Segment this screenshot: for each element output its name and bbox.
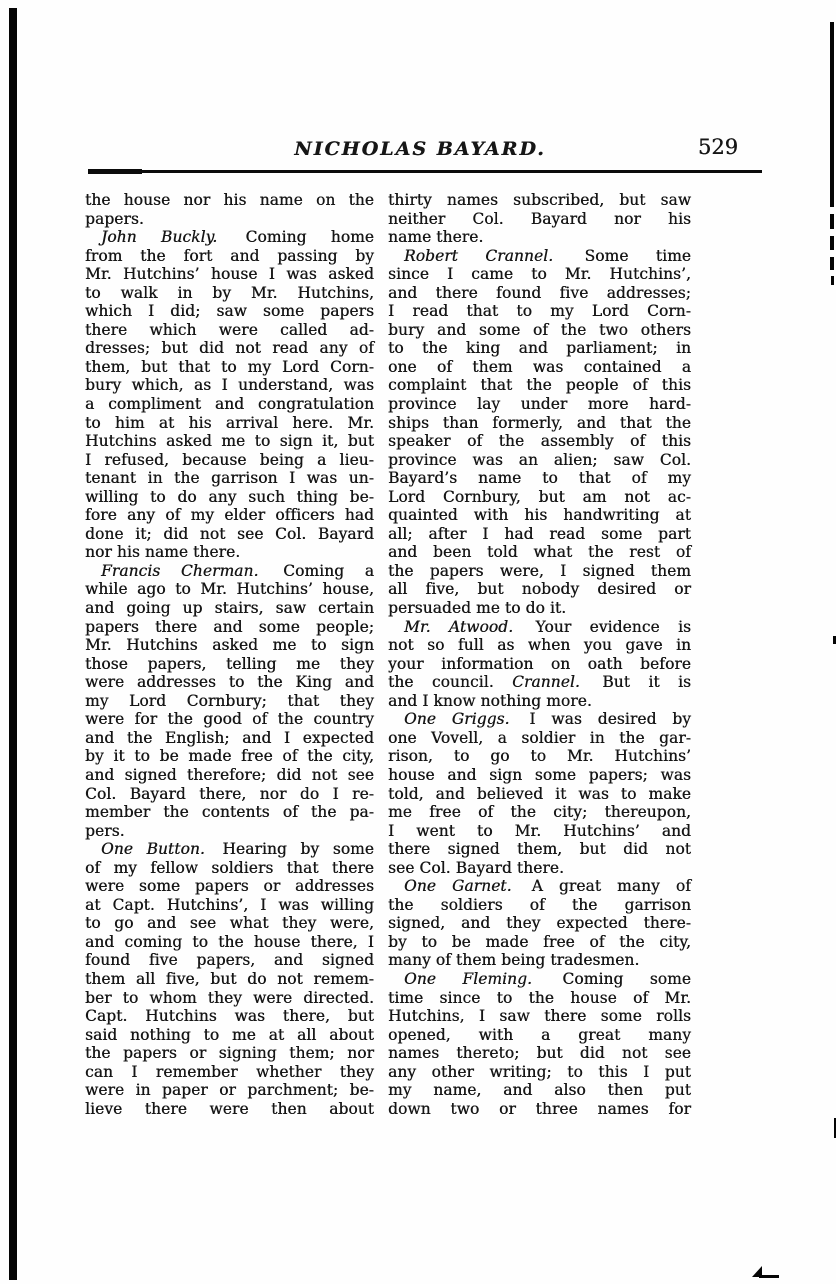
text-line [85, 914, 374, 933]
text-line [388, 859, 691, 878]
text-run: were addresses to the King and [85, 673, 374, 692]
text-run: those papers, telling me they [85, 654, 374, 673]
text-line [388, 339, 691, 358]
text-line [388, 302, 691, 321]
text-run: to him at his arrival here. Mr. [85, 413, 374, 432]
text-run: nor his name there. [85, 543, 241, 562]
text-line [85, 1100, 374, 1119]
text-line [388, 970, 691, 989]
text-run: found five papers, and signed [85, 951, 374, 970]
text-run: the council. [388, 673, 513, 692]
text-line [85, 785, 374, 804]
speaker-name: One Griggs. [404, 710, 510, 729]
text-run: many of them being tradesmen. [388, 951, 640, 970]
text-line [85, 970, 374, 989]
text-run: persuaded me to do it. [388, 599, 567, 618]
text-run: were some papers or addresses [85, 877, 374, 896]
text-line [85, 877, 374, 896]
text-run: and signed therefore; did not see [85, 765, 374, 784]
text-line [85, 506, 374, 525]
scan-artifact-right-edge-line [830, 22, 834, 207]
text-line [85, 1026, 374, 1045]
text-run: quainted with his handwriting at [388, 506, 691, 525]
text-run: by to be made free of the city, [388, 932, 691, 951]
text-line [85, 358, 374, 377]
text-run: name there. [388, 228, 484, 247]
text-run: not so full as when you gave in [388, 636, 691, 655]
text-run: speaker of the assembly of this [388, 432, 691, 451]
text-line [85, 488, 374, 507]
text-line [388, 543, 691, 562]
text-line [85, 247, 374, 266]
text-run: all; after I had read some part [388, 524, 691, 543]
text-run: there signed them, but did not [388, 840, 691, 859]
running-head-title: NICHOLAS BAYARD. [294, 138, 546, 160]
page-number: 529 [697, 135, 738, 159]
text-run: Hutchins, I saw there some rolls [388, 1007, 691, 1026]
text-line [388, 747, 691, 766]
text-line [388, 525, 691, 544]
text-line [85, 710, 374, 729]
text-run: I refused, because being a lieu- [85, 450, 374, 469]
text-run: Hearing by some [208, 840, 374, 859]
header-rule-heavy-segment [88, 169, 142, 174]
text-run: the house nor his name on the [85, 191, 374, 209]
text-line [85, 896, 374, 915]
speaker-name: Robert Crannel. [404, 246, 554, 265]
text-line [388, 877, 691, 896]
text-run: at Capt. Hutchins’, I was willing [85, 895, 374, 914]
text-run: But it is [583, 673, 691, 692]
text-column-left [85, 191, 374, 1118]
text-line [85, 1081, 374, 1100]
text-line [85, 469, 374, 488]
text-run: and the English; and I expected [85, 728, 374, 747]
text-run: thirty names subscribed, but saw [388, 191, 691, 209]
text-run: Coming a [262, 561, 374, 580]
text-run: see Col. Bayard there. [388, 858, 564, 877]
text-line [388, 488, 691, 507]
text-line [85, 729, 374, 748]
speaker-name: John Buckly. [101, 228, 218, 247]
text-run: Mr. Hutchins’ house I was asked [85, 265, 374, 284]
text-run: lieve there were then about [85, 1099, 374, 1118]
text-line [85, 655, 374, 674]
text-run: neither Col. Bayard nor his [388, 209, 691, 228]
scan-artifact-right-dash [830, 236, 834, 250]
text-run: Col. Bayard there, nor do I re- [85, 784, 374, 803]
text-line [388, 210, 691, 229]
text-line [388, 469, 691, 488]
text-run: Coming some [536, 969, 691, 988]
text-line [388, 914, 691, 933]
text-line [388, 822, 691, 841]
text-run: my Lord Cornbury; that they [85, 691, 374, 710]
text-line [85, 822, 374, 841]
text-line [388, 803, 691, 822]
text-line [85, 562, 374, 581]
scan-artifact-right-dash [830, 214, 834, 229]
text-line [85, 395, 374, 414]
text-run: Mr. Hutchins asked me to sign [85, 636, 374, 655]
text-line [388, 673, 691, 692]
text-run: by it to be made free of the city, [85, 747, 374, 766]
speaker-name: One Fleming. [404, 969, 533, 988]
text-run: the papers were, I signed them [388, 561, 691, 580]
header-rule [88, 170, 762, 173]
text-line [388, 618, 691, 637]
text-line [85, 525, 374, 544]
text-run: ships than formerly, and that the [388, 413, 691, 432]
text-run: of my fellow soldiers that there [85, 858, 374, 877]
text-run: papers there and some people; [85, 617, 374, 636]
text-run: province was an alien; saw Col. [388, 450, 691, 469]
text-line [85, 1063, 374, 1082]
text-line [388, 1044, 691, 1063]
text-line [85, 414, 374, 433]
text-run: and coming to the house there, I [85, 932, 374, 951]
text-line [388, 1100, 691, 1119]
text-run: to go and see what they were, [85, 914, 374, 933]
text-run: and there found five addresses; [388, 283, 691, 302]
text-line [388, 228, 691, 247]
text-line [85, 376, 374, 395]
text-run: opened, with a great many [388, 1025, 691, 1044]
text-run: one Vovell, a soldier in the gar- [388, 728, 691, 747]
text-run: pers. [85, 821, 125, 840]
text-run: a compliment and congratulation [85, 395, 374, 414]
text-line [85, 840, 374, 859]
text-run: Coming home [221, 228, 375, 247]
text-line [85, 451, 374, 470]
text-run: told, and believed it was to make [388, 784, 691, 803]
text-line [388, 191, 691, 210]
text-line [85, 265, 374, 284]
text-run: me free of the city; thereupon, [388, 803, 691, 822]
text-line [85, 191, 374, 210]
text-run: Your evidence is [517, 617, 691, 636]
text-run: house and sign some papers; was [388, 765, 691, 784]
text-run: ber to whom they were directed. [85, 988, 374, 1007]
text-line [388, 1026, 691, 1045]
text-run: Capt. Hutchins was there, but [85, 1007, 374, 1026]
text-run: Hutchins asked me to sign it, but [85, 432, 374, 451]
text-run: were in paper or parchment; be- [85, 1081, 374, 1100]
text-run: any other writing; to this I put [388, 1062, 691, 1081]
text-run: from the fort and passing by [85, 246, 374, 265]
text-line [388, 785, 691, 804]
text-line [388, 766, 691, 785]
speaker-name: Francis Cherman. [101, 561, 259, 580]
text-run: done it; did not see Col. Bayard [85, 524, 374, 543]
text-run: said nothing to me at all about [85, 1025, 374, 1044]
text-line [85, 859, 374, 878]
text-line [388, 636, 691, 655]
text-run: can I remember whether they [85, 1062, 374, 1081]
text-run: Bayard’s name to that of my [388, 469, 691, 488]
text-line [85, 933, 374, 952]
text-run: names thereto; but did not see [388, 1044, 691, 1063]
text-line [388, 247, 691, 266]
text-run: member the contents of the pa- [85, 803, 374, 822]
text-line [85, 951, 374, 970]
text-run: time since to the house of Mr. [388, 988, 691, 1007]
text-run: rison, to go to Mr. Hutchins’ [388, 747, 691, 766]
text-run: my name, and also then put [388, 1081, 691, 1100]
text-run: province lay under more hard- [388, 395, 691, 414]
text-run: and going up stairs, saw certain [85, 599, 374, 618]
speaker-name: Mr. Atwood. [404, 617, 514, 636]
text-line [85, 989, 374, 1008]
text-run: were for the good of the country [85, 710, 374, 729]
text-line [388, 951, 691, 970]
text-column-right [388, 191, 691, 1118]
text-line [388, 729, 691, 748]
text-run: them, but that to my Lord Corn- [85, 357, 374, 376]
text-run: papers. [85, 209, 144, 228]
text-line [85, 599, 374, 618]
text-line [388, 265, 691, 284]
text-line [85, 692, 374, 711]
text-line [388, 321, 691, 340]
text-line [388, 599, 691, 618]
text-run: there which were called ad- [85, 320, 374, 339]
text-run: I read that to my Lord Corn- [388, 302, 691, 321]
text-run: to the king and parliament; in [388, 339, 691, 358]
text-line [388, 692, 691, 711]
text-line [388, 414, 691, 433]
scan-artifact-right-dash [831, 276, 834, 285]
text-line [85, 302, 374, 321]
text-line [388, 896, 691, 915]
text-run: one of them was contained a [388, 357, 691, 376]
text-line [388, 562, 691, 581]
text-line [85, 210, 374, 229]
text-run: while ago to Mr. Hutchins’ house, [85, 580, 374, 599]
text-line [388, 655, 691, 674]
text-line [388, 284, 691, 303]
text-line [388, 506, 691, 525]
text-line [85, 636, 374, 655]
text-line [85, 228, 374, 247]
text-run: which I did; saw some papers [85, 302, 374, 321]
text-run: and been told what the rest of [388, 543, 691, 562]
text-line [388, 432, 691, 451]
text-line [85, 543, 374, 562]
text-run: the papers or signing them; nor [85, 1044, 374, 1063]
text-line [388, 580, 691, 599]
scan-artifact-right-dash [830, 257, 834, 270]
text-run: down two or three names for [388, 1099, 691, 1118]
text-line [388, 710, 691, 729]
text-line [388, 840, 691, 859]
speaker-name: One Garnet. [404, 877, 512, 896]
text-run: Some time [557, 246, 691, 265]
text-run: bury and some of the two others [388, 320, 691, 339]
text-line [388, 989, 691, 1008]
speaker-name: Crannel. [512, 673, 580, 692]
text-run: A great many of [515, 877, 691, 896]
text-line [388, 1063, 691, 1082]
text-run: all five, but nobody desired or [388, 580, 691, 599]
text-run: to walk in by Mr. Hutchins, [85, 283, 374, 302]
text-line [85, 747, 374, 766]
text-line [85, 673, 374, 692]
text-line [85, 803, 374, 822]
text-line [388, 933, 691, 952]
text-line [388, 1007, 691, 1026]
text-run: I went to Mr. Hutchins’ and [388, 821, 691, 840]
text-run: bury which, as I understand, was [85, 376, 374, 395]
text-run: your information on oath before [388, 654, 691, 673]
text-run: I was desired by [513, 710, 691, 729]
text-line [85, 339, 374, 358]
text-line [85, 580, 374, 599]
text-run: Lord Cornbury, but am not ac- [388, 487, 691, 506]
text-run: and I know nothing more. [388, 691, 592, 710]
text-run: tenant in the garrison I was un- [85, 469, 374, 488]
text-line [388, 376, 691, 395]
text-line [85, 766, 374, 785]
speaker-name: One Button. [101, 840, 205, 859]
text-line [388, 1081, 691, 1100]
text-line [85, 1007, 374, 1026]
text-line [85, 284, 374, 303]
text-run: signed, and they expected there- [388, 914, 691, 933]
text-line [388, 451, 691, 470]
scan-artifact-ink-blot-line [759, 1275, 779, 1278]
text-line [85, 1044, 374, 1063]
text-run: them all five, but do not remem- [85, 969, 374, 988]
text-line [85, 432, 374, 451]
text-run: since I came to Mr. Hutchins’, [388, 265, 691, 284]
text-run: dresses; but did not read any of [85, 339, 374, 358]
text-run: the soldiers of the garrison [388, 895, 691, 914]
text-run: willing to do any such thing be- [85, 487, 374, 506]
text-line [85, 321, 374, 340]
text-run: complaint that the people of this [388, 376, 691, 395]
text-run: fore any of my elder officers had [85, 506, 374, 525]
text-line [388, 358, 691, 377]
text-line [85, 618, 374, 637]
scan-artifact-left-edge-bar [9, 8, 17, 1280]
text-line [388, 395, 691, 414]
